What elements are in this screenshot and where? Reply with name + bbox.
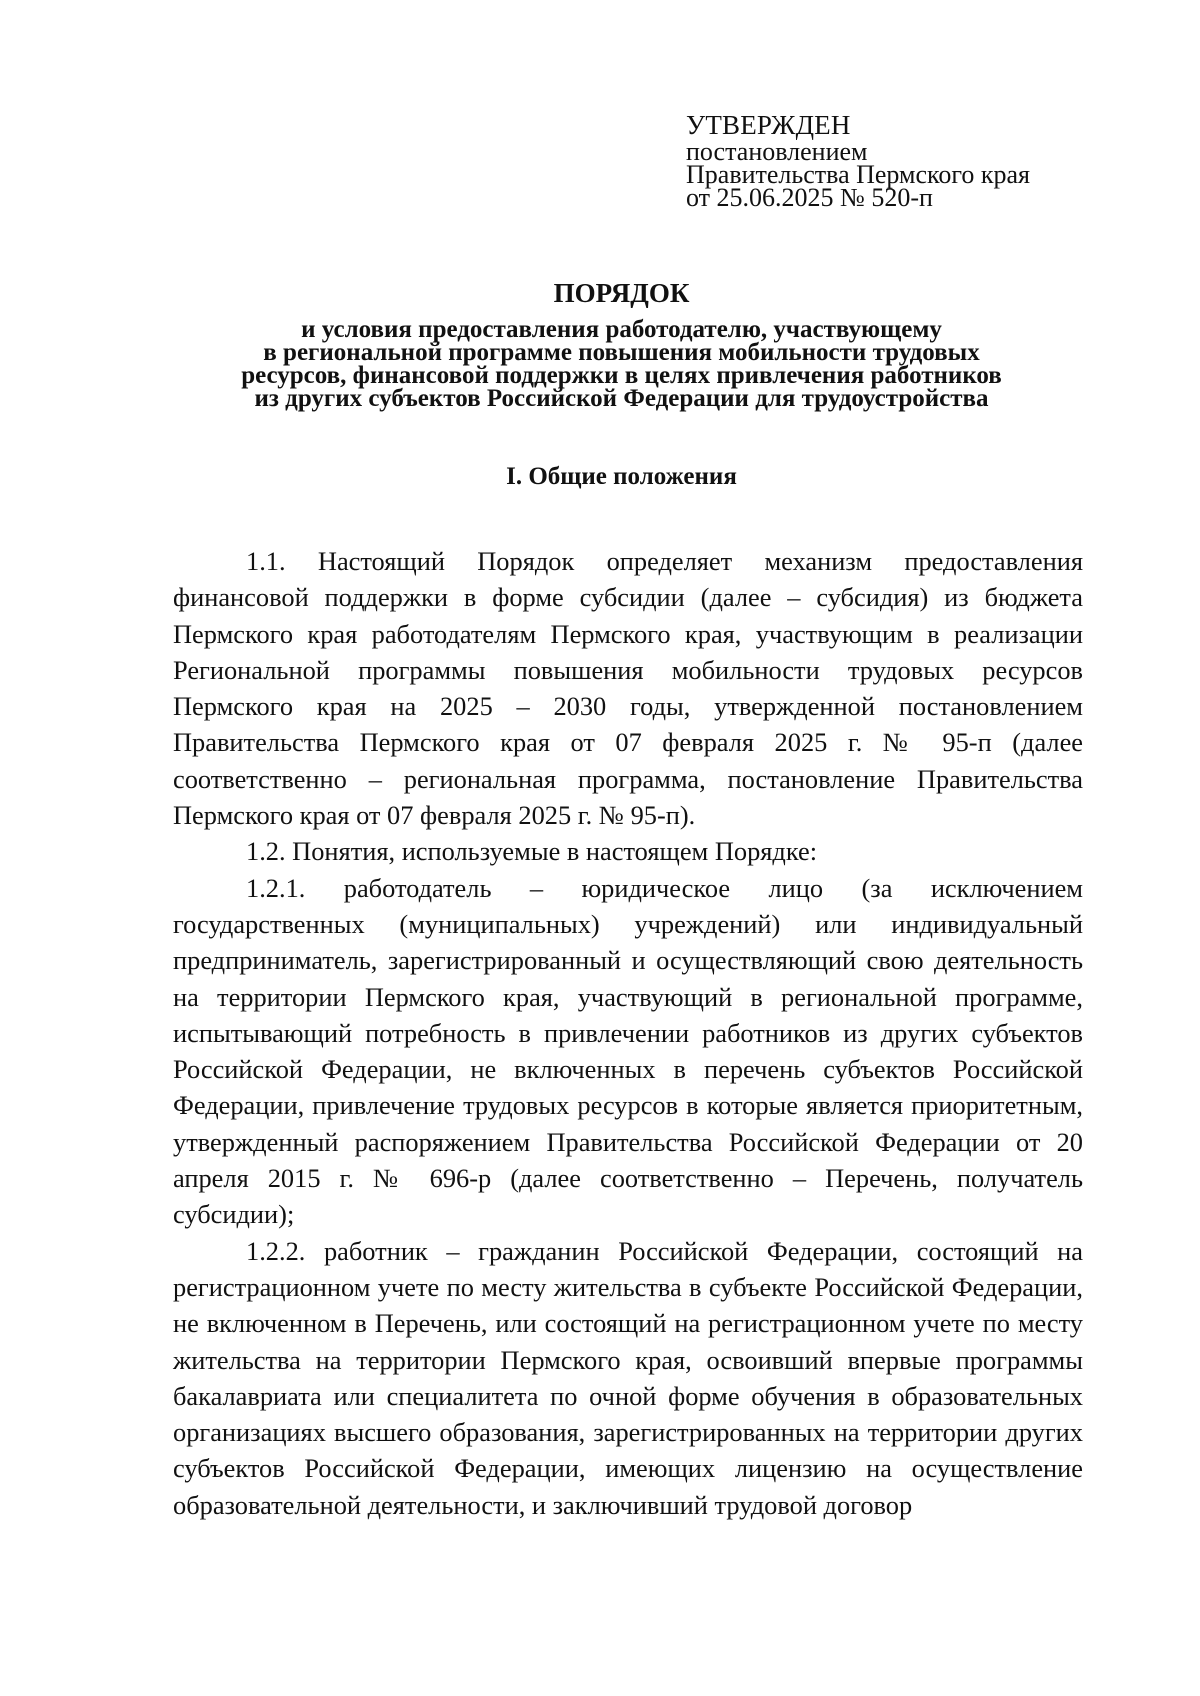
paragraph-1-2-1: 1.2.1. работодатель – юридическое лицо (за исключением государственных (муниципальных) учреждений) или индивидуальный предприниматель, зарегистрированный и осуществляющий свою деятельность на территории Пермского края, участвующий в региональной программе, испытывающий потребность в привлечении работников из других субъектов Российской Федерации, не включенных в перечень субъектов Российской Федерации, привлечение трудовых ресурсов в которые является приоритетным, утвержденный распоряжением Правительства Российской Федерации от 20 апреля 2015 г. № 696-р (далее соответственно – Перечень, получатель субсидии); (173, 872, 1083, 1230)
approval-heading: УТВЕРЖДЕН (686, 110, 851, 140)
section-heading: I. Общие положения (506, 463, 737, 490)
subtitle-line: из других субъектов Российской Федерации для трудоустройства (254, 385, 989, 412)
paragraph-1-1: 1.1. Настоящий Порядок определяет механизм предоставления финансовой поддержки в форме субсидии (далее – субсидия) из бюджета Пермского края работодателям Пермского края, участвующим в реализации Региональной программы повышения мобильности трудовых ресурсов Пермского края на 2025 – 2030 годы, утвержденной постановлением Правительства Пермского края от 07 февраля 2025 г. № 95-п (далее соответственно – региональная программа, постановление Правительства Пермского края от 07 февраля 2025 г. № 95-п). (173, 546, 1083, 831)
document-body (173, 543, 1083, 1523)
approval-stamp (686, 110, 1126, 212)
subtitle-line: и условия предоставления работодателю, участвующему (301, 316, 942, 343)
approval-line: Правительства Пермского края (686, 160, 1030, 189)
paragraph-1-2-2: 1.2.2. работник – гражданин Российской Федерации, состоящий на регистрационном учете по месту жительства в субъекте Российской Федерации, не включенном в Перечень, или состоящий на регистрационном учете по месту жительства на территории Пермского края, освоивший впервые программы бакалавриата или специалитета по очной форме обучения в образовательных организациях высшего образования, зарегистрированных на территории других субъектов Российской Федерации, имеющих лицензию на осуществление образовательной деятельности, и заключивший трудовой договор (173, 1235, 1083, 1520)
approval-line: постановлением (686, 137, 868, 166)
document-subtitle (160, 318, 1083, 410)
approval-date-number: от 25.06.2025 № 520-п (686, 183, 933, 212)
subtitle-line: ресурсов, финансовой поддержки в целях привлечения работников (241, 362, 1002, 389)
subtitle-line: в региональной программе повышения мобильности трудовых (263, 339, 980, 366)
document-title: ПОРЯДОК (553, 278, 690, 308)
paragraph-1-2: 1.2. Понятия, используемые в настоящем Порядке: (246, 836, 818, 867)
